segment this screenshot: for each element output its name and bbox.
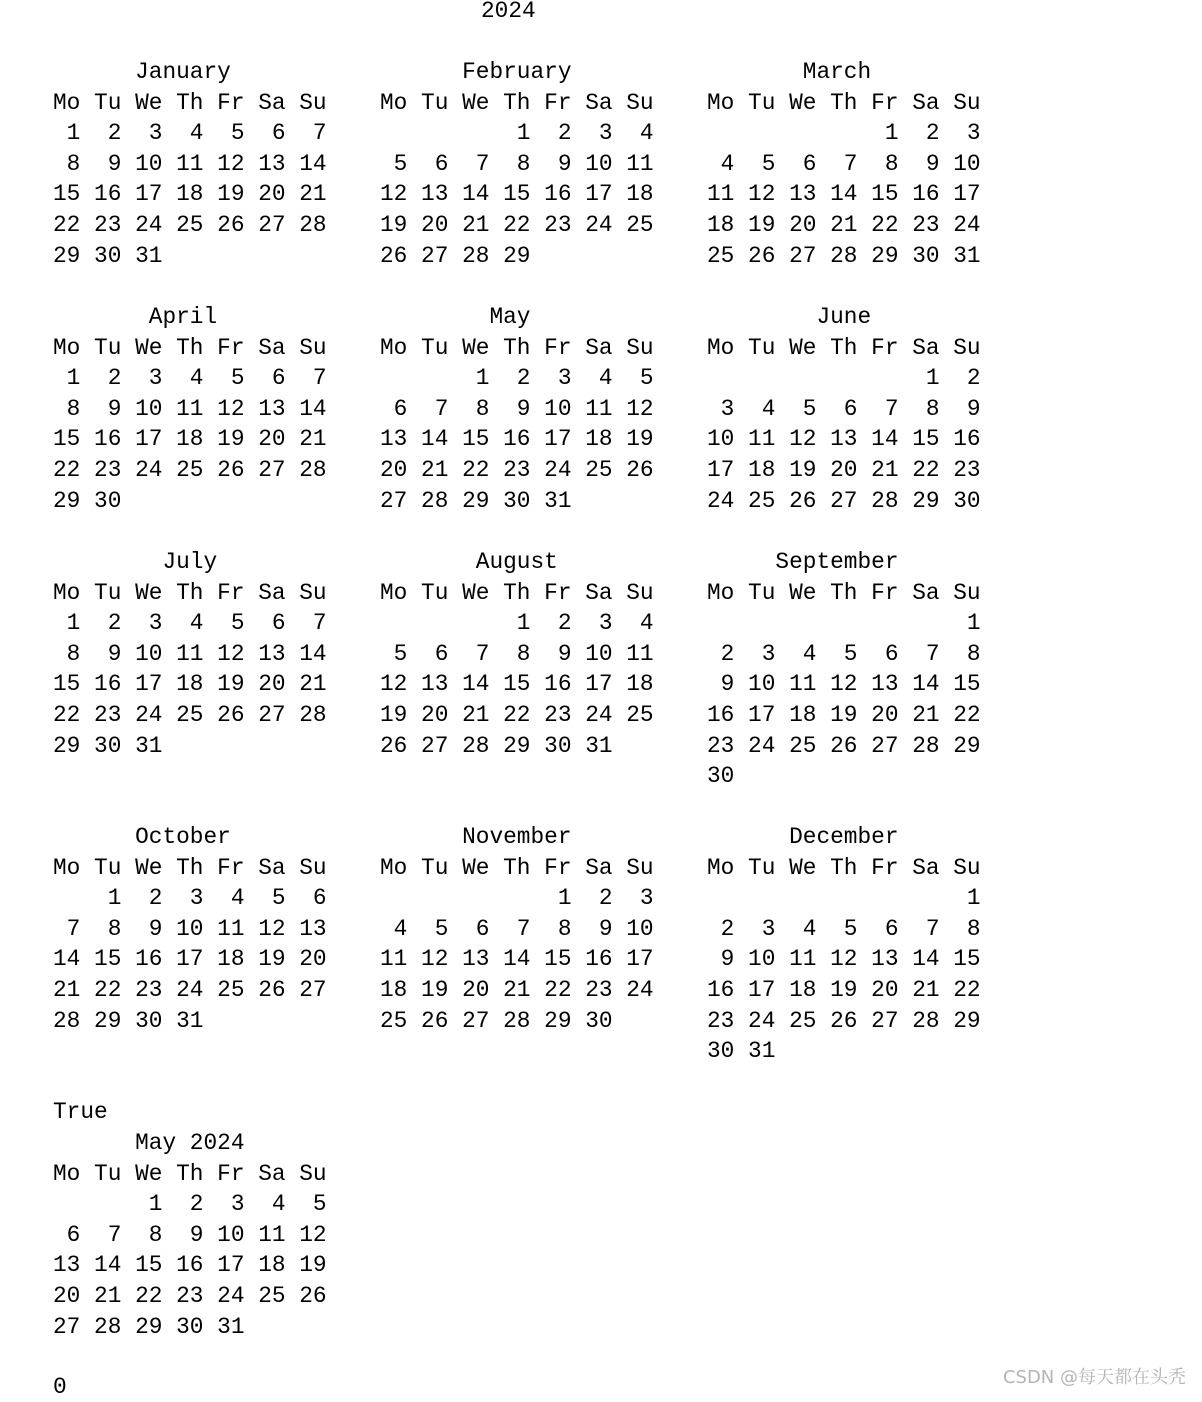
month-february-week: 19 20 21 22 23 24 25: [380, 212, 654, 238]
month-january-week: 8 9 10 11 12 13 14: [53, 150, 327, 177]
month-september-week: 16 17 18 19 20 21 22: [707, 702, 981, 728]
watermark: CSDN @每天都在头秃: [1002, 1367, 1186, 1388]
month-february-title: February: [380, 59, 572, 85]
month-october-title: October: [53, 824, 231, 850]
single-month-week: 6 7 8 9 10 11 12: [53, 1221, 327, 1248]
true-output: True: [53, 1099, 108, 1125]
month-september-title: September: [707, 549, 899, 575]
month-november-week: 1 2 3: [380, 885, 654, 912]
month-january-week: 1 2 3 4 5 6 7: [53, 120, 327, 147]
console-output: [53, 0, 1173, 1400]
month-november-week: 11 12 13 14 15 16 17: [380, 946, 654, 973]
month-january-title: January: [53, 59, 231, 85]
month-may-weekdays: Mo Tu We Th Fr Sa Su: [380, 334, 654, 361]
month-july-week: 1 2 3 4 5 6 7: [53, 610, 327, 637]
month-march-week: 25 26 27 28 29 30 31: [707, 242, 981, 269]
month-december-weekdays: Mo Tu We Th Fr Sa Su: [707, 854, 981, 881]
month-may-week: 13 14 15 16 17 18 19: [380, 426, 654, 453]
month-july-week: 29 30 31: [53, 732, 163, 759]
month-june-week: 17 18 19 20 21 22 23: [707, 457, 981, 483]
month-october-week: 21 22 23 24 25 26 27: [53, 977, 327, 1003]
single-month-week: 13 14 15 16 17 18 19: [53, 1252, 327, 1279]
month-october-week: 1 2 3 4 5 6: [53, 885, 327, 912]
month-august-title: August: [380, 549, 558, 575]
month-may-week: 20 21 22 23 24 25 26: [380, 457, 654, 483]
month-november-week: 25 26 27 28 29 30: [380, 1007, 613, 1034]
single-month-weekdays: Mo Tu We Th Fr Sa Su: [53, 1160, 327, 1187]
single-month-week: 20 21 22 23 24 25 26: [53, 1283, 327, 1309]
month-july-week: 15 16 17 18 19 20 21: [53, 671, 327, 698]
month-december-week: 16 17 18 19 20 21 22: [707, 977, 981, 1003]
month-july-week: 8 9 10 11 12 13 14: [53, 640, 327, 667]
month-december-week: 23 24 25 26 27 28 29: [707, 1007, 981, 1034]
month-january-week: 15 16 17 18 19 20 21: [53, 181, 327, 208]
month-april-week: 8 9 10 11 12 13 14: [53, 395, 327, 422]
month-february-week: 26 27 28 29: [380, 242, 531, 269]
month-september-week: 9 10 11 12 13 14 15: [707, 671, 981, 698]
month-august-week: 12 13 14 15 16 17 18: [380, 671, 654, 698]
month-january-weekdays: Mo Tu We Th Fr Sa Su: [53, 89, 327, 116]
month-july-weekdays: Mo Tu We Th Fr Sa Su: [53, 579, 327, 606]
month-february-week: 5 6 7 8 9 10 11: [380, 150, 654, 177]
month-may-week: 1 2 3 4 5: [380, 365, 654, 392]
year-header: 2024: [481, 0, 536, 24]
month-june-title: June: [707, 304, 872, 330]
month-august-week: 1 2 3 4: [380, 610, 654, 637]
month-may-week: 6 7 8 9 10 11 12: [380, 395, 654, 422]
month-april-week: 22 23 24 25 26 27 28: [53, 457, 327, 483]
month-march-weekdays: Mo Tu We Th Fr Sa Su: [707, 89, 981, 116]
month-december-week: 2 3 4 5 6 7 8: [707, 915, 981, 942]
month-july-title: July: [53, 549, 218, 575]
month-june-week: 10 11 12 13 14 15 16: [707, 426, 981, 453]
month-december-week: 9 10 11 12 13 14 15: [707, 946, 981, 973]
month-march-title: March: [707, 59, 872, 85]
month-september-week: 30: [707, 763, 735, 790]
month-may-week: 27 28 29 30 31: [380, 487, 572, 514]
month-november-weekdays: Mo Tu We Th Fr Sa Su: [380, 854, 654, 881]
month-february-week: 12 13 14 15 16 17 18: [380, 181, 654, 208]
month-february-week: 1 2 3 4: [380, 120, 654, 147]
single-month-week: 1 2 3 4 5: [53, 1191, 327, 1218]
month-june-week: 24 25 26 27 28 29 30: [707, 487, 981, 514]
month-september-week: 1: [707, 610, 981, 637]
month-february-weekdays: Mo Tu We Th Fr Sa Su: [380, 89, 654, 116]
month-july-week: 22 23 24 25 26 27 28: [53, 702, 327, 728]
month-june-week: 3 4 5 6 7 8 9: [707, 395, 981, 422]
month-march-week: 4 5 6 7 8 9 10: [707, 150, 981, 177]
month-november-week: 4 5 6 7 8 9 10: [380, 915, 654, 942]
month-september-week: 23 24 25 26 27 28 29: [707, 732, 981, 759]
month-october-week: 28 29 30 31: [53, 1007, 204, 1034]
month-september-week: 2 3 4 5 6 7 8: [707, 640, 981, 667]
month-august-week: 5 6 7 8 9 10 11: [380, 640, 654, 667]
month-august-weekdays: Mo Tu We Th Fr Sa Su: [380, 579, 654, 606]
month-march-week: 1 2 3: [707, 120, 981, 147]
month-november-title: November: [380, 824, 572, 850]
month-january-week: 29 30 31: [53, 242, 163, 269]
month-december-title: December: [707, 824, 899, 850]
month-december-week: 30 31: [707, 1038, 776, 1065]
month-april-week: 1 2 3 4 5 6 7: [53, 365, 327, 392]
zero-output: 0: [53, 1374, 67, 1400]
month-september-weekdays: Mo Tu We Th Fr Sa Su: [707, 579, 981, 606]
month-november-week: 18 19 20 21 22 23 24: [380, 977, 654, 1003]
month-october-week: 14 15 16 17 18 19 20: [53, 946, 327, 973]
month-march-week: 11 12 13 14 15 16 17: [707, 181, 981, 208]
month-april-title: April: [53, 304, 218, 330]
month-august-week: 26 27 28 29 30 31: [380, 732, 613, 759]
month-january-week: 22 23 24 25 26 27 28: [53, 212, 327, 238]
single-month-title: May 2024: [53, 1130, 245, 1156]
month-march-week: 18 19 20 21 22 23 24: [707, 212, 981, 238]
month-june-weekdays: Mo Tu We Th Fr Sa Su: [707, 334, 981, 361]
single-month-week: 27 28 29 30 31: [53, 1313, 245, 1340]
month-may-title: May: [380, 304, 531, 330]
month-october-weekdays: Mo Tu We Th Fr Sa Su: [53, 854, 327, 881]
month-december-week: 1: [707, 885, 981, 912]
month-april-week: 15 16 17 18 19 20 21: [53, 426, 327, 453]
month-april-weekdays: Mo Tu We Th Fr Sa Su: [53, 334, 327, 361]
month-april-week: 29 30: [53, 487, 122, 514]
month-october-week: 7 8 9 10 11 12 13: [53, 915, 327, 942]
month-august-week: 19 20 21 22 23 24 25: [380, 702, 654, 728]
month-june-week: 1 2: [707, 365, 981, 392]
